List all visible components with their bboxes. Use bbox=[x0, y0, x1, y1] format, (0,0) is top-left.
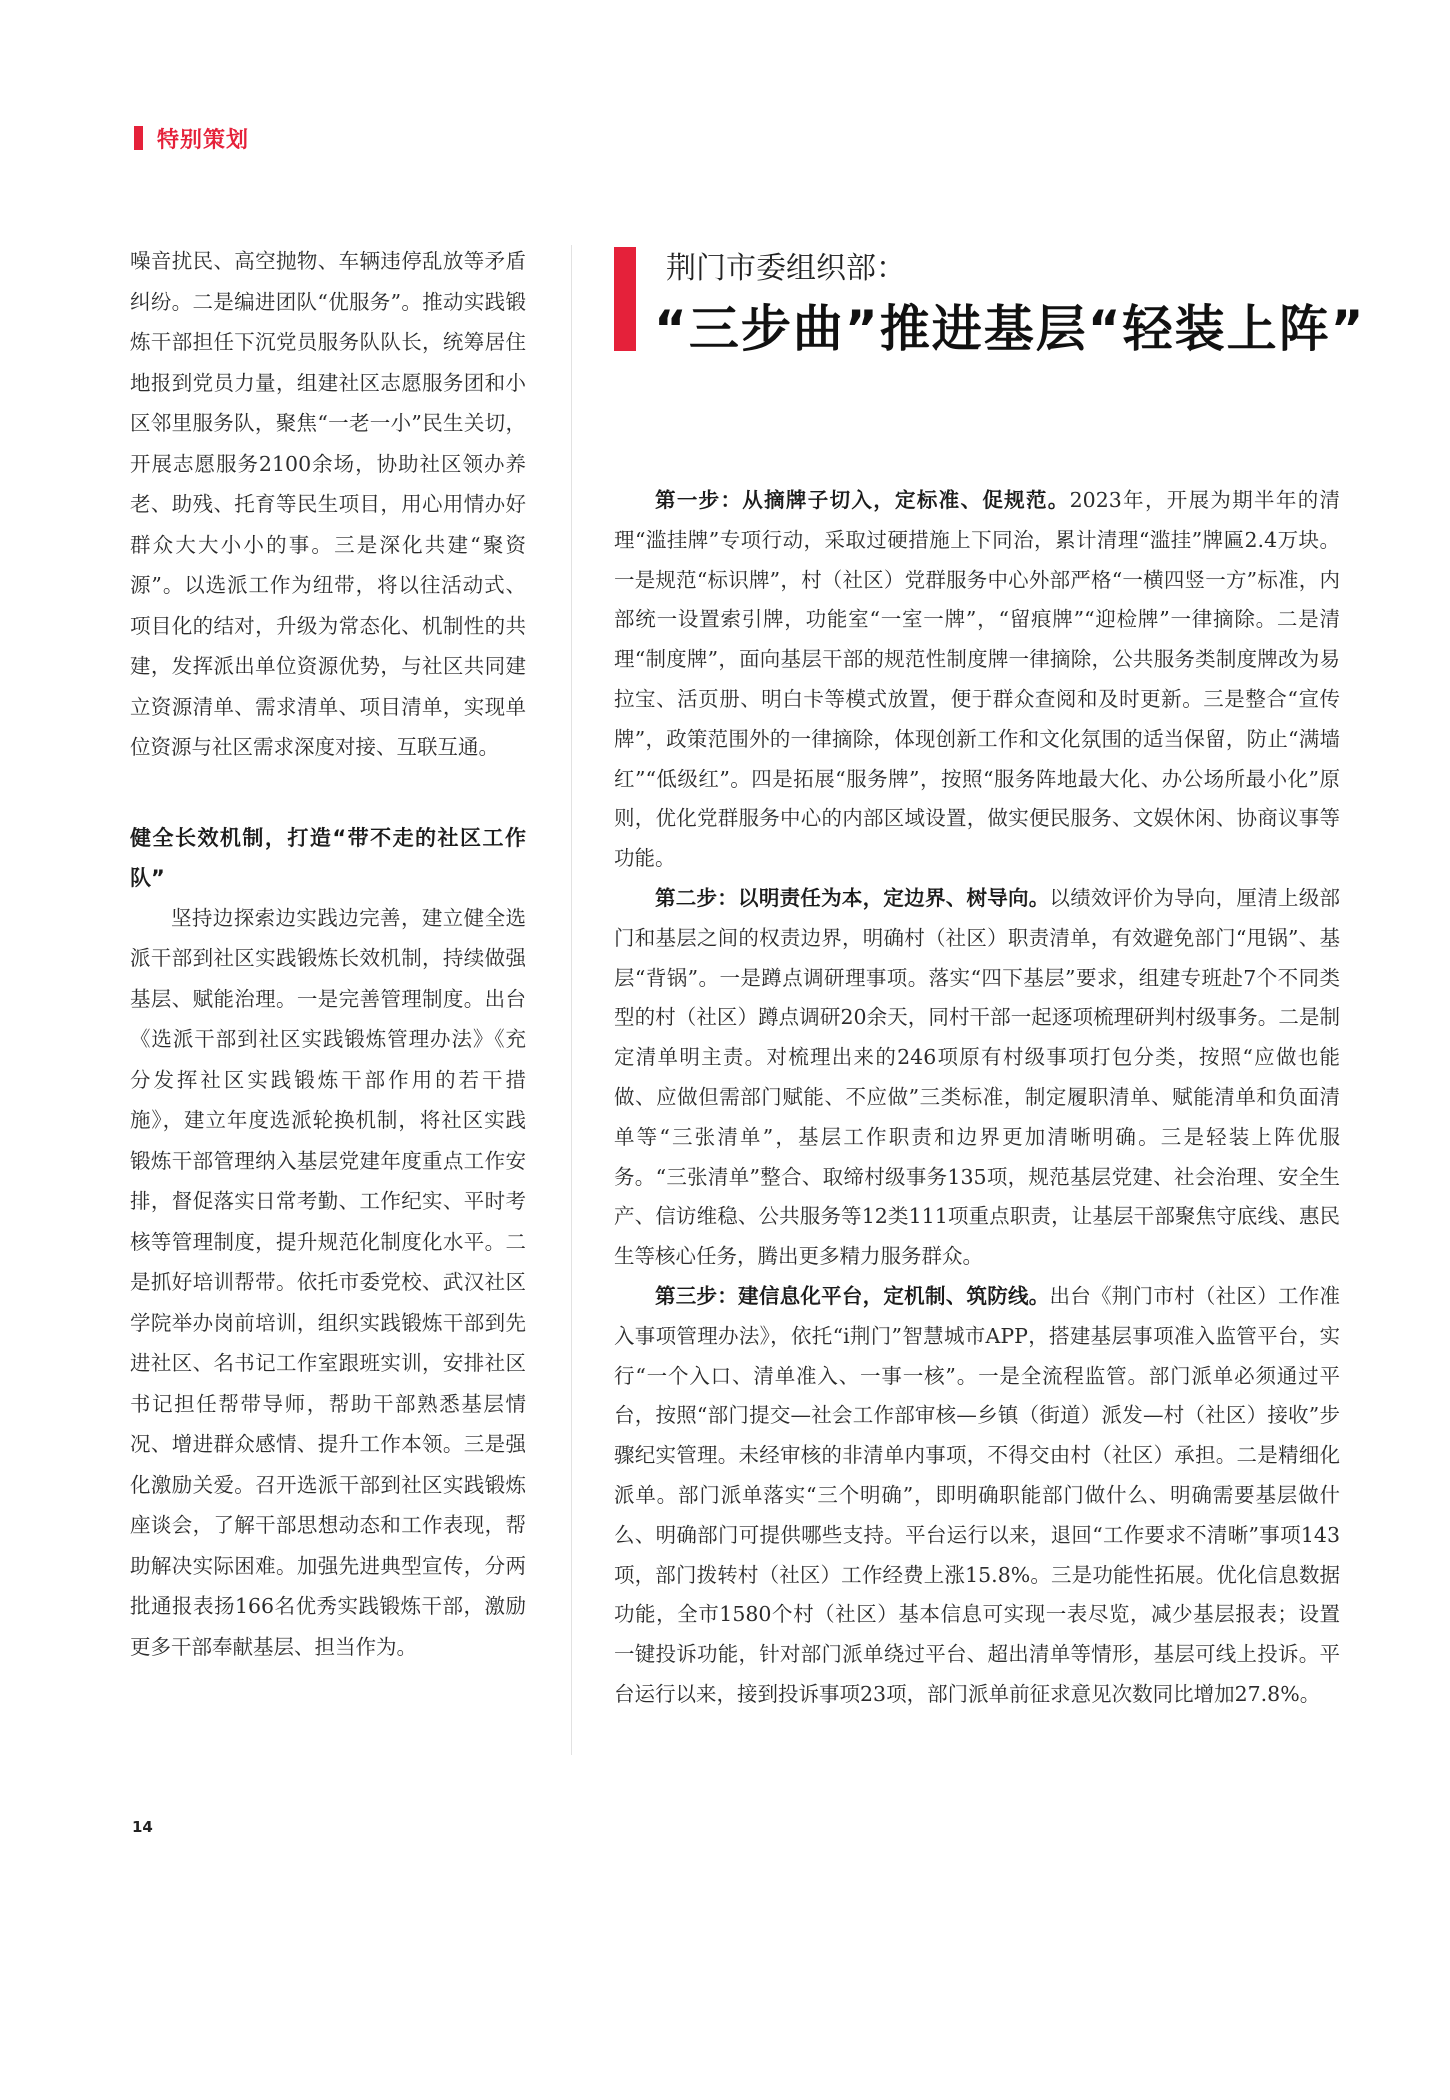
article-title: “三步曲”推进基层“轻装上阵” bbox=[654, 300, 1366, 358]
title-accent-bar bbox=[614, 247, 636, 351]
article-organization: 荆门市委组织部： bbox=[666, 251, 906, 286]
step-body: 出台《荆门市村（社区）工作准入事项管理办法》，依托“i荆门”智慧城市APP，搭建基层事项准入监管平台，实行“一个入口、清单准入、一事一核”。一是全流程监管。部门派单必须通过平台，按照“部门提交—社会工作部审核—乡镇（街道）派发—村（社区）接收”步骤纪实管理。未经审核的非清单内事项，不得交由村（社区）承担。二是精细化派单。部门派单落实“三个明确”，即明确职能部门做什么、明确需要基层做什么、明确部门可提供哪些支持。平台运行以来，退回“工作要求不清晰”事项143项，部门拨转村（社区）工作经费上涨15.8%。三是功能性拓展。优化信息数据功能，全市1580个村（社区）基本信息可实现一表尽览，减少基层报表；设置一键投诉功能，针对部门派单绕过平台、超出清单等情形，基层可线上投诉。平台运行以来，接到投诉事项23项，部门派单前征求意见次数同比增加27.8%。 bbox=[614, 1283, 1340, 1706]
step-body: 2023年，开展为期半年的清理“滥挂牌”专项行动，采取过硬措施上下同治，累计清理“滥挂”牌匾2.4万块。一是规范“标识牌”，村（社区）党群服务中心外部严格“一横四竖一方”标准，内部统一设置索引牌，功能室“一室一牌”，“留痕牌”“迎检牌”一律摘除。二是清理“制度牌”，面向基层干部的规范性制度牌一律摘除，公共服务类制度牌改为易拉宝、活页册、明白卡等模式放置，便于群众查阅和及时更新。三是整合“宣传牌”，政策范围外的一律摘除，体现创新工作和文化氛围的适当保留，防止“满墙红”“低级红”。四是拓展“服务牌”，按照“服务阵地最大化、办公场所最小化”原则，优化党群服务中心的内部区域设置，做实便民服务、文娱休闲、协商议事等功能。 bbox=[614, 488, 1341, 871]
step-paragraph bbox=[614, 879, 1340, 1277]
step-paragraph bbox=[614, 1277, 1340, 1715]
step-paragraph bbox=[614, 481, 1340, 879]
page-number: 14 bbox=[132, 1818, 153, 1836]
subheading: 健全长效机制，打造“带不走的社区工作队” bbox=[130, 825, 526, 890]
paragraph: 坚持边探索边实践边完善，建立健全选派干部到社区实践锻炼长效机制，持续做强基层、赋能治理。一是完善管理制度。出台《选派干部到社区实践锻炼管理办法》《充分发挥社区实践锻炼干部作用的若干措施》，建立年度选派轮换机制，将社区实践锻炼干部管理纳入基层党建年度重点工作安排，督促落实日常考勤、工作纪实、平时考核等管理制度，提升规范化制度化水平。二是抓好培训帮带。依托市委党校、武汉社区学院举办岗前培训，组织实践锻炼干部到先进社区、名书记工作室跟班实训，安排社区书记担任帮带导师，帮助干部熟悉基层情况、增进群众感情、提升工作本领。三是强化激励关爱。召开选派干部到社区实践锻炼座谈会，了解干部思想动态和工作表现，帮助解决实际困难。加强先进典型宣传，分两批通报表扬166名优秀实践锻炼干部，激励更多干部奉献基层、担当作为。 bbox=[130, 905, 526, 1659]
step-body: 以绩效评价为导向，厘清上级部门和基层之间的权责边界，明确村（社区）职责清单，有效避免部门“甩锅”、基层“背锅”。一是蹲点调研理事项。落实“四下基层”要求，组建专班赴7个不同类型的村（社区）蹲点调研20余天，同村干部一起逐项梳理研判村级事务。二是制定清单明主责。对梳理出来的246项原有村级事项打包分类，按照“应做也能做、应做但需部门赋能、不应做”三类标准，制定履职清单、赋能清单和负面清单等“三张清单”，基层工作职责和边界更加清晰明确。三是轻装上阵优服务。“三张清单”整合、取缔村级事务135项，规范基层党建、社会治理、安全生产、信访维稳、公共服务等12类111项重点职责，让基层干部聚焦守底线、惠民生等核心任务，腾出更多精力服务群众。 bbox=[614, 885, 1340, 1269]
step-lead: 第一步：从摘牌子切入，定标准、促规范。 bbox=[655, 488, 1070, 512]
article-body bbox=[614, 481, 1340, 1715]
paragraph: 噪音扰民、高空抛物、车辆违停乱放等矛盾纠纷。二是编进团队“优服务”。推动实践锻炼干部担任下沉党员服务队队长，统筹居住地报到党员力量，组建社区志愿服务团和小区邻里服务队，聚焦“一老一小”民生关切，开展志愿服务2100余场，协助社区领办养老、助残、托育等民生项目，用心用情办好群众大大小小的事。三是深化共建“聚资源”。以选派工作为纽带，将以往活动式、项目化的结对，升级为常态化、机制性的共建，发挥派出单位资源优势，与社区共同建立资源清单、需求清单、项目清单，实现单位资源与社区需求深度对接、互联互通。 bbox=[130, 249, 526, 759]
section-header bbox=[134, 124, 249, 152]
section-marker bbox=[134, 126, 143, 150]
step-lead: 第三步：建信息化平台，定机制、筑防线。 bbox=[655, 1283, 1050, 1308]
left-column bbox=[130, 241, 526, 1667]
section-label: 特别策划 bbox=[157, 127, 250, 153]
column-divider bbox=[571, 245, 572, 1755]
step-lead: 第二步：以明责任为本，定边界、树导向。 bbox=[655, 885, 1050, 910]
